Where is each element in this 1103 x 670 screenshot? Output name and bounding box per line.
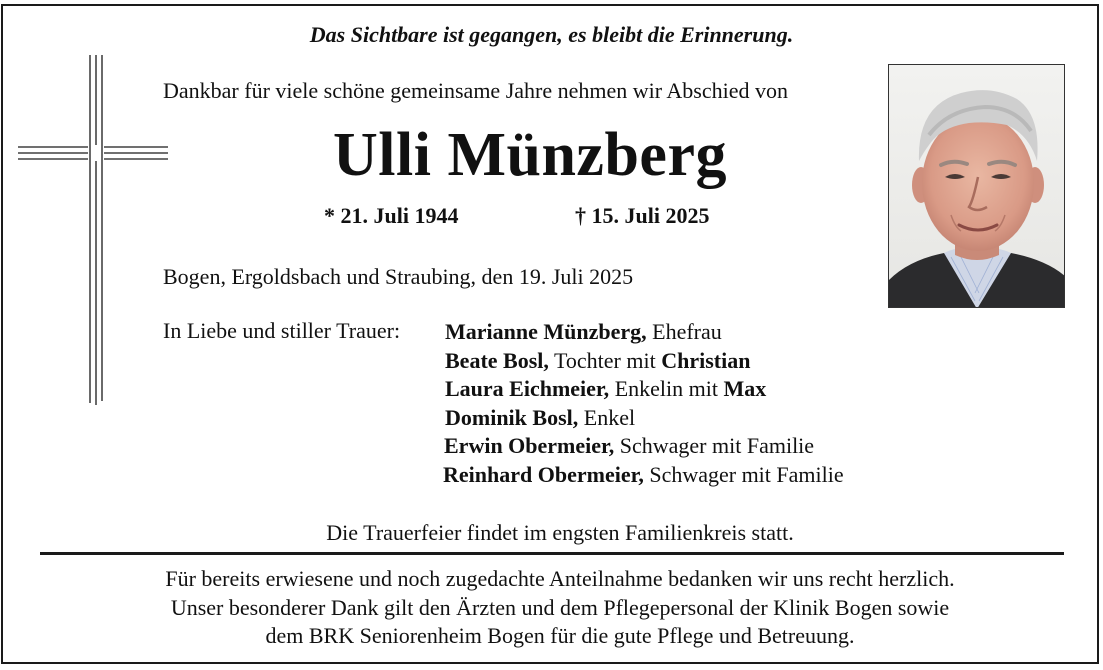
portrait-photo bbox=[888, 64, 1065, 308]
mourner-relation: Ehefrau bbox=[646, 319, 722, 344]
thanks-line: dem BRK Seniorenheim Bogen für die gute Pflege und Betreuung. bbox=[265, 623, 855, 648]
mourner-item bbox=[445, 375, 844, 404]
death-date: † 15. Juli 2025 bbox=[575, 203, 710, 228]
intro-text: Dankbar für viele schöne gemeinsame Jahre nehmen wir Abschied von bbox=[163, 78, 788, 103]
thanks-block bbox=[0, 565, 1103, 651]
mourner-relation: Schwager mit Familie bbox=[614, 433, 815, 459]
place-and-date: Bogen, Ergoldsbach und Straubing, den 19. Juli 2025 bbox=[163, 264, 634, 289]
mourner-partner: Max bbox=[723, 376, 767, 402]
motto-heading: Das Sichtbare ist gegangen, es bleibt die Erinnerung. bbox=[309, 22, 794, 47]
funeral-note: Die Trauerfeier findet im engsten Familienkreis statt. bbox=[326, 520, 794, 545]
mourner-partner: Christian bbox=[661, 347, 751, 373]
mourners-list bbox=[445, 318, 844, 490]
mourner-item bbox=[444, 432, 844, 461]
mourner-relation: Enkelin mit bbox=[609, 376, 724, 402]
mourner-relation: Enkel bbox=[578, 404, 636, 430]
mourner-name: Beate Bosl, bbox=[445, 347, 549, 373]
mourner-relation: Schwager mit Familie bbox=[643, 461, 844, 487]
mourner-relation: Tochter mit bbox=[548, 347, 662, 373]
mourner-item bbox=[443, 461, 844, 490]
birth-date: * 21. Juli 1944 bbox=[324, 203, 459, 228]
mourner-name: Marianne Münzberg, bbox=[445, 319, 647, 344]
mourner-name: Dominik Bosl, bbox=[445, 404, 579, 430]
mourner-name: Reinhard Obermeier, bbox=[443, 461, 644, 487]
mourner-item bbox=[445, 404, 844, 433]
thanks-line: Für bereits erwiesene und noch zugedachte Anteilnahme bedanken wir uns recht herzlich. bbox=[165, 566, 955, 591]
thanks-line: Unser besonderer Dank gilt den Ärzten und dem Pflegepersonal der Klinik Bogen sowie bbox=[170, 594, 950, 620]
mourner-name: Laura Eichmeier, bbox=[445, 376, 610, 402]
cross-icon bbox=[18, 55, 170, 407]
divider bbox=[40, 552, 1064, 555]
mourners-label: In Liebe und stiller Trauer: bbox=[163, 318, 401, 343]
mourner-item bbox=[445, 347, 844, 376]
mourner-name: Erwin Obermeier, bbox=[444, 433, 615, 459]
mourner-item bbox=[445, 318, 844, 347]
deceased-name: Ulli Münzberg bbox=[333, 121, 727, 189]
